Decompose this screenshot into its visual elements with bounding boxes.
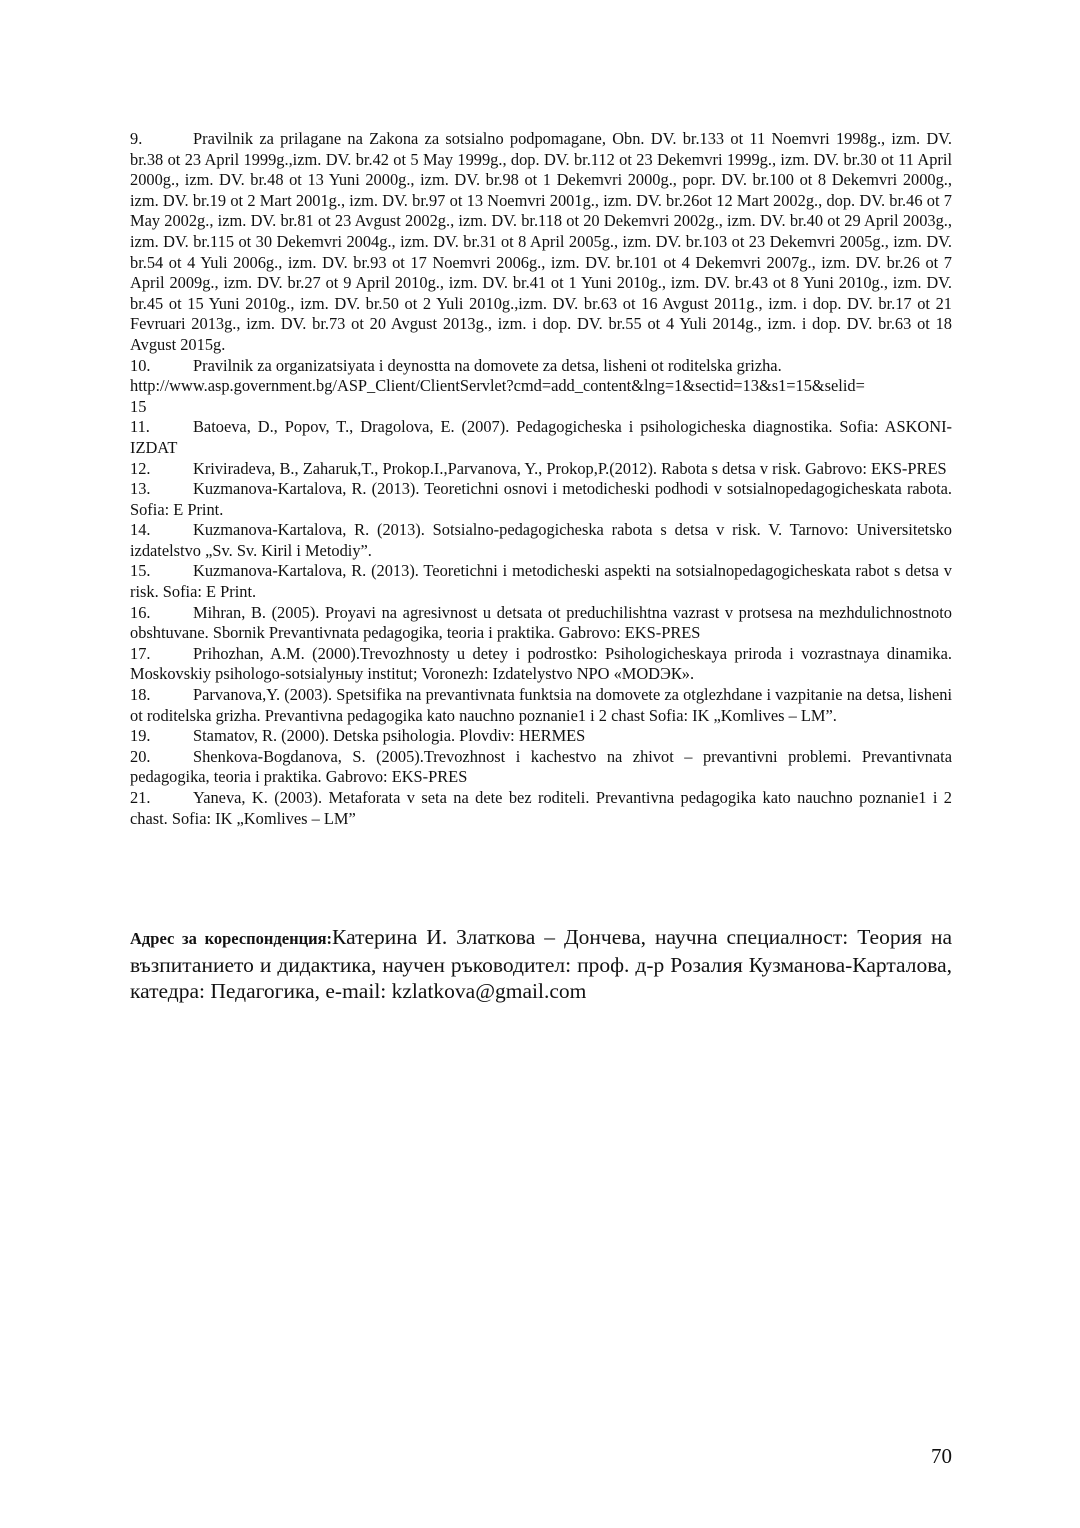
reference-text: Parvanova,Y. (2003). Spetsifika na prevantivnata funktsia na domovete za otglezhdane i vazpitanie na detsa, lisheni ot roditelska grizha. Prevantivna pedagogika kato nauchno poznanie1 i 2 chast Sofia: IK „Komlives – LM”. (130, 685, 952, 725)
reference-item (130, 644, 952, 685)
reference-number: 17. (130, 643, 151, 663)
reference-text: Kuzmanova-Kartalova, R. (2013). Teoretichni osnovi i metodicheski podhodi v sotsialnopedagogicheskata rabota. Sofia: E Print. (130, 479, 952, 519)
address-text: Катерина И. Златкова – Дончева, научна специалност: Теория на възпитанието и дидактика, научен ръководител: проф. д-р Розалия Кузманова-Карталова, катедра: Педагогика, e-mail: kzlatkova@gmail.com (130, 925, 953, 1003)
reference-list (130, 129, 952, 829)
reference-text: Prihozhan, A.M. (2000).Trevozhnosty u detey i podrostko: Psihologicheskaya priroda i vozrastnaya dinamika. Moskovskiy psihologo-sotsialyныy institut; Voronezh: Izdatelystvo NPO «МОDЭК». (130, 643, 952, 684)
reference-item (130, 417, 952, 458)
reference-number: 9. (130, 129, 143, 148)
reference-item (130, 479, 952, 520)
reference-number: 16. (130, 602, 151, 622)
reference-number: 18. (130, 685, 151, 705)
reference-number: 21. (130, 788, 151, 807)
reference-text: Kriviradeva, B., Zaharuk,T., Prokop.I.,Parvanova, Y., Prokop,P.(2012). Rabota s detsa v risk. Gabrovo: EKS-PRES (193, 458, 947, 478)
reference-text: Pravilnik za organizatsiyata i deynostta na domovete za detsa, lisheni ot roditelska grizha. (193, 355, 782, 375)
reference-number: 13. (130, 479, 151, 499)
reference-text: Mihran, B. (2005). Proyavi na agresivnost u detsata ot preduchilishtna vazrast v protsesa na mezhdulichnostnoto obshtuvane. Sbornik Prevantivnata pedagogika, teoria i praktika. Gabrovo: EKS-PRES (130, 602, 952, 643)
reference-item (130, 747, 952, 788)
reference-item (130, 788, 952, 829)
reference-text: Batoeva, D., Popov, T., Dragolova, E. (2007). Pedagogicheska i psihologicheska diagnostika. Sofia: ASKONI-IZDAT (130, 417, 952, 457)
reference-text: Pravilnik za prilagane na Zakona za sotsialno podpomagane, Obn. DV. br.133 ot 11 Noemvri 1998g., izm. DV. br.38 ot 23 April 1999g.,izm. DV. br.42 ot 5 May 1999g., dop. DV. br.112 ot 23 Dekemvri 1999g., izm. DV. br.30 ot 11 April 2000g., izm. DV. br.48 ot 13 Yuni 2000g., izm. DV. br.98 ot 1 Dekemvri 2000g., popr. DV. br.100 ot 8 Dekemvri 2000g., izm. DV. br.19 ot 2 Mart 2001g., izm. DV. br.97 ot 13 Noemvri 2001g., izm. DV. br.26ot 12 Mart 2002g., dop. DV. br.46 ot 7 May 2002g., izm. DV. br.81 ot 23 Avgust 2002g., izm. DV. br.118 ot 20 Dekemvri 2002g., izm. DV. br.40 ot 29 April 2003g., izm. DV. br.115 ot 30 Dekemvri 2004g., izm. DV. br.31 ot 8 April 2005g., izm. DV. br.103 ot 23 Dekemvri 2005g., izm. DV. br.54 ot 4 Yuli 2006g., izm. DV. br.93 ot 17 Noemvri 2006g., izm. DV. br.101 ot 4 Dekemvri 2007g., izm. DV. br.26 ot 7 April 2009g., izm. DV. br.27 ot 9 April 2010g., izm. DV. br.41 ot 1 Yuni 2010g., izm. DV. br.43 ot 8 Yuni 2010g., izm. DV. br.45 ot 15 Yuni 2010g., izm. DV. br.50 ot 2 Yuli 2010g.,izm. DV. br.63 ot 16 Avgust 2011g., izm. i dop. DV. br.17 ot 21 Fevruari 2013g., izm. DV. br.73 ot 20 Avgust 2013g., izm. i dop. DV. br.55 ot 4 Yuli 2014g., izm. i dop. DV. br.63 ot 18 Avgust 2015g. (130, 129, 952, 354)
reference-item (130, 129, 952, 356)
reference-text: Stamatov, R. (2000). Detska psihologia. Plovdiv: HERMES (193, 726, 586, 746)
reference-number: 19. (130, 726, 151, 746)
reference-item (130, 356, 952, 418)
reference-item (130, 561, 952, 602)
reference-item (130, 603, 952, 644)
reference-item (130, 459, 952, 480)
reference-text: Yaneva, K. (2003). Metaforata v seta na dete bez roditeli. Prevantivna pedagogika kato nauchno poznanie1 i 2 chast. Sofia: IK „Komlives – LM” (130, 788, 952, 828)
reference-number: 10. (130, 355, 151, 375)
reference-number: 15. (130, 561, 151, 581)
address-label: Адрес за кореспонденция: (130, 929, 333, 948)
reference-number: 12. (130, 458, 151, 478)
reference-text: Shenkova-Bogdanova, S. (2005).Trevozhnost i kachestvo na zhivot – prevantivni problemi. Prevantivnata pedagogika, teoria i praktika. Gabrovo: EKS-PRES (130, 746, 952, 787)
reference-item (130, 685, 952, 726)
reference-url[interactable]: http://www.asp.government.bg/ASP_Client/ClientServlet?cmd=add_content&lng=1&sectid=13&s1=15&selid= (130, 376, 865, 396)
reference-url-tail: 15 (130, 396, 147, 416)
reference-number: 20. (130, 746, 151, 766)
reference-number: 14. (130, 520, 151, 540)
page-number: 70 (931, 1444, 952, 1468)
reference-item (130, 520, 952, 561)
reference-text: Kuzmanova-Kartalova, R. (2013). Sotsialno-pedagogicheska rabota s detsa v risk. V. Tarnovo: Universitetsko izdatelstvo „Sv. Sv. Kiril i Metodiy”. (130, 520, 952, 560)
correspondence-address (130, 924, 952, 1004)
reference-number: 11. (130, 417, 150, 437)
reference-text: Kuzmanova-Kartalova, R. (2013). Teoretichni i metodicheski aspekti na sotsialnopedagogicheskata rabot s detsa v risk. Sofia: E Print. (130, 561, 952, 602)
reference-item (130, 726, 952, 747)
